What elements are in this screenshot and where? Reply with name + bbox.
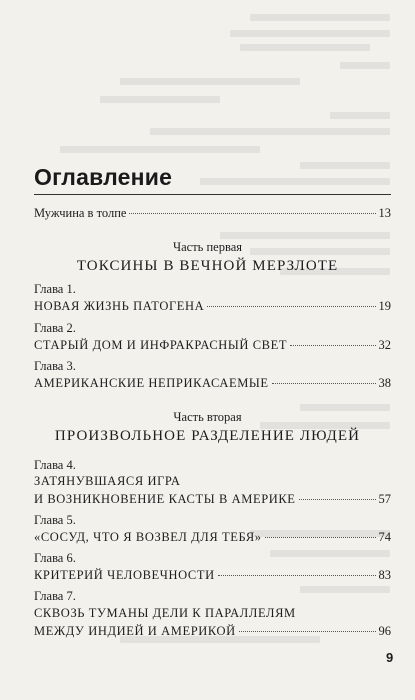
entry-page: 13 xyxy=(378,206,391,220)
toc-entry-chapter-1[interactable] xyxy=(34,299,391,314)
entry-title-line[interactable]: СКВОЗЬ ТУМАНЫ ДЕЛИ К ПАРАЛЛЕЛЯМ xyxy=(34,606,296,620)
chapter-label: Глава 4. xyxy=(34,458,76,472)
chapter-label: Глава 6. xyxy=(34,551,76,565)
entry-title: КРИТЕРИЙ ЧЕЛОВЕЧНОСТИ xyxy=(34,568,215,582)
chapter-label: Глава 3. xyxy=(34,359,76,373)
entry-page: 32 xyxy=(378,338,391,352)
entry-title-line[interactable]: ЗАТЯНУВШАЯСЯ ИГРА xyxy=(34,474,181,488)
entry-title: СТАРЫЙ ДОМ И ИНФРАКРАСНЫЙ СВЕТ xyxy=(34,338,288,352)
toc-entry-chapter-3[interactable] xyxy=(34,376,391,391)
toc-entry-chapter-4[interactable] xyxy=(34,492,391,507)
toc-title-rule xyxy=(34,194,391,195)
part-label: Часть вторая xyxy=(173,410,242,424)
entry-title: АМЕРИКАНСКИЕ НЕПРИКАСАЕМЫЕ xyxy=(34,376,269,390)
part-label: Часть первая xyxy=(172,240,243,254)
entry-title: Мужчина в толпе xyxy=(34,206,127,220)
part-title: ТОКСИНЫ В ВЕЧНОЙ МЕРЗЛОТЕ xyxy=(76,258,339,274)
chapter-label: Глава 7. xyxy=(34,589,76,603)
entry-page: 19 xyxy=(378,299,391,313)
toc-entry-chapter-5[interactable] xyxy=(34,530,391,545)
chapter-label: Глава 2. xyxy=(34,321,76,335)
dot-leader xyxy=(299,499,376,500)
toc-entry-prologue[interactable] xyxy=(34,206,391,221)
dot-leader xyxy=(207,306,375,307)
entry-page: 57 xyxy=(378,492,391,506)
chapter-label: Глава 1. xyxy=(34,282,76,296)
entry-page: 38 xyxy=(378,376,391,390)
dot-leader xyxy=(239,631,376,632)
entry-title: НОВАЯ ЖИЗНЬ ПАТОГЕНА xyxy=(34,299,205,313)
toc-title: Оглавление xyxy=(34,164,173,190)
dot-leader xyxy=(218,575,376,576)
dot-leader xyxy=(272,383,376,384)
entry-page: 74 xyxy=(378,530,391,544)
dot-leader xyxy=(265,537,376,538)
entry-page: 96 xyxy=(378,624,391,638)
part-title: ПРОИЗВОЛЬНОЕ РАЗДЕЛЕНИЕ ЛЮДЕЙ xyxy=(54,428,361,444)
chapter-label: Глава 5. xyxy=(34,513,76,527)
entry-title: МЕЖДУ ИНДИЕЙ И АМЕРИКОЙ xyxy=(34,624,236,638)
entry-page: 83 xyxy=(378,568,391,582)
toc-entry-chapter-6[interactable] xyxy=(34,568,391,583)
dot-leader xyxy=(290,345,375,346)
toc-entry-chapter-2[interactable] xyxy=(34,338,391,353)
entry-title: И ВОЗНИКНОВЕНИЕ КАСТЫ В АМЕРИКЕ xyxy=(34,492,296,506)
dot-leader xyxy=(129,213,375,214)
entry-title: «СОСУД, ЧТО Я ВОЗВЕЛ ДЛЯ ТЕБЯ» xyxy=(34,530,262,544)
page-number: 9 xyxy=(386,650,394,665)
toc-entry-chapter-7[interactable] xyxy=(34,624,391,639)
